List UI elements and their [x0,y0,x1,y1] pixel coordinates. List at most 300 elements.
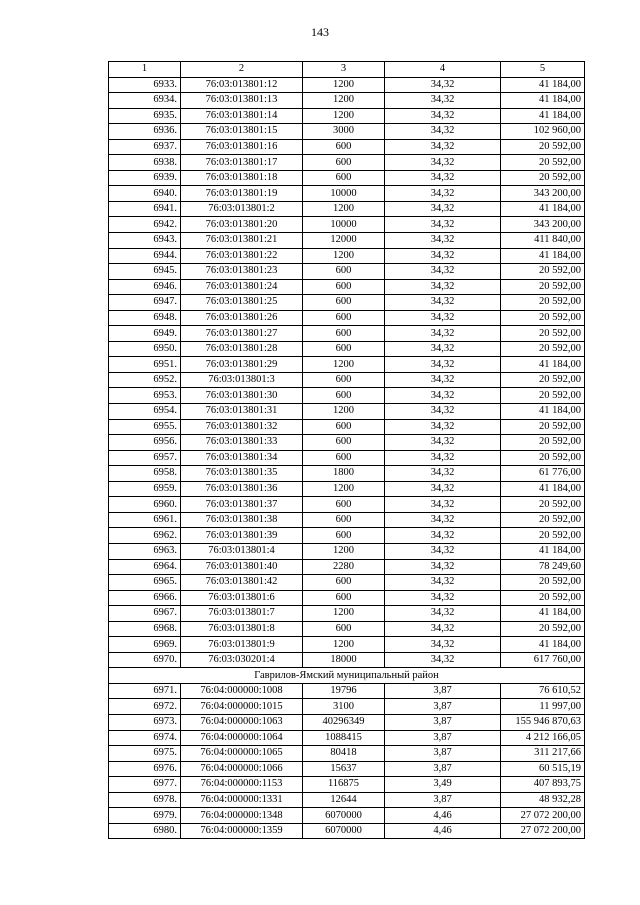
cadastral-number: 76:03:013801:35 [181,466,303,482]
area-value: 600 [303,264,385,280]
cost-value: 41 184,00 [501,637,585,653]
rate-value: 34,32 [385,170,501,186]
row-number: 6969. [109,637,181,653]
cadastral-number: 76:04:000000:1063 [181,714,303,730]
area-value: 18000 [303,652,385,668]
cost-value: 60 515,19 [501,761,585,777]
area-value: 2280 [303,559,385,575]
cost-value: 4 212 166,05 [501,730,585,746]
cost-value: 311 217,66 [501,746,585,762]
table-row [109,139,585,155]
table-row [109,637,585,653]
area-value: 1200 [303,108,385,124]
cost-value: 20 592,00 [501,279,585,295]
table-row [109,248,585,264]
row-number: 6936. [109,124,181,140]
rate-value: 34,32 [385,341,501,357]
area-value: 10000 [303,186,385,202]
cost-value: 11 997,00 [501,699,585,715]
area-value: 1088415 [303,730,385,746]
area-value: 600 [303,170,385,186]
row-number: 6949. [109,326,181,342]
row-number: 6937. [109,139,181,155]
area-value: 12000 [303,233,385,249]
page-number: 143 [311,25,329,39]
rate-value: 34,32 [385,326,501,342]
rate-value: 34,32 [385,621,501,637]
cost-value: 27 072 200,00 [501,808,585,824]
cost-value: 41 184,00 [501,93,585,109]
rate-value: 34,32 [385,233,501,249]
table-row [109,746,585,762]
area-value: 10000 [303,217,385,233]
table-row [109,699,585,715]
row-number: 6947. [109,295,181,311]
cadastral-number: 76:03:013801:20 [181,217,303,233]
row-number: 6980. [109,823,181,839]
cost-value: 41 184,00 [501,108,585,124]
row-number: 6974. [109,730,181,746]
cadastral-number: 76:03:013801:12 [181,77,303,93]
rate-value: 34,32 [385,466,501,482]
header-col-3: 3 [303,62,385,78]
header-col-5: 5 [501,62,585,78]
cost-value: 20 592,00 [501,264,585,280]
area-value: 40296349 [303,714,385,730]
header-col-4: 4 [385,62,501,78]
rate-value: 34,32 [385,357,501,373]
table-row [109,497,585,513]
cadastral-number: 76:03:013801:26 [181,310,303,326]
table-row [109,279,585,295]
area-value: 600 [303,575,385,591]
area-value: 600 [303,388,385,404]
row-number: 6935. [109,108,181,124]
cadastral-number: 76:03:013801:7 [181,606,303,622]
rate-value: 34,32 [385,512,501,528]
area-value: 80418 [303,746,385,762]
header-col-2: 2 [181,62,303,78]
cost-value: 20 592,00 [501,621,585,637]
cost-value: 343 200,00 [501,186,585,202]
rate-value: 34,32 [385,201,501,217]
row-number: 6962. [109,528,181,544]
row-number: 6967. [109,606,181,622]
cadastral-number: 76:03:013801:17 [181,155,303,171]
rate-value: 34,32 [385,217,501,233]
area-value: 600 [303,590,385,606]
row-number: 6970. [109,652,181,668]
table-row [109,559,585,575]
table-row [109,170,585,186]
row-number: 6939. [109,170,181,186]
rate-value: 34,32 [385,481,501,497]
cost-value: 20 592,00 [501,388,585,404]
cost-value: 76 610,52 [501,683,585,699]
row-number: 6952. [109,372,181,388]
cadastral-number: 76:03:013801:34 [181,450,303,466]
area-value: 600 [303,295,385,311]
rate-value: 4,46 [385,823,501,839]
table-row [109,792,585,808]
area-value: 600 [303,528,385,544]
row-number: 6961. [109,512,181,528]
rate-value: 3,87 [385,746,501,762]
table-row [109,466,585,482]
cadastral-number: 76:04:000000:1348 [181,808,303,824]
table-row [109,404,585,420]
rate-value: 34,32 [385,77,501,93]
rate-value: 3,49 [385,777,501,793]
cadastral-number: 76:03:013801:33 [181,435,303,451]
area-value: 3100 [303,699,385,715]
cadastral-number: 76:04:000000:1064 [181,730,303,746]
row-number: 6941. [109,201,181,217]
cost-value: 20 592,00 [501,435,585,451]
rate-value: 34,32 [385,419,501,435]
cadastral-number: 76:03:013801:19 [181,186,303,202]
cadastral-number: 76:03:013801:4 [181,543,303,559]
table-row [109,481,585,497]
rate-value: 34,32 [385,372,501,388]
table-row [109,606,585,622]
row-number: 6973. [109,714,181,730]
area-value: 1200 [303,606,385,622]
table-row [109,217,585,233]
area-value: 1200 [303,357,385,373]
cost-value: 617 760,00 [501,652,585,668]
table-row [109,590,585,606]
row-number: 6943. [109,233,181,249]
table-body [109,77,585,839]
area-value: 6070000 [303,808,385,824]
row-number: 6975. [109,746,181,762]
cost-value: 41 184,00 [501,77,585,93]
area-value: 12644 [303,792,385,808]
table-row [109,512,585,528]
area-value: 19796 [303,683,385,699]
cost-value: 407 893,75 [501,777,585,793]
area-value: 6070000 [303,823,385,839]
cost-value: 20 592,00 [501,497,585,513]
table-row [109,326,585,342]
cadastral-number: 76:03:013801:2 [181,201,303,217]
rate-value: 34,32 [385,575,501,591]
area-value: 1200 [303,404,385,420]
table-row [109,823,585,839]
table-row [109,108,585,124]
table-row [109,683,585,699]
row-number: 6954. [109,404,181,420]
cadastral-number: 76:03:013801:8 [181,621,303,637]
cost-value: 20 592,00 [501,139,585,155]
cadastral-number: 76:03:013801:30 [181,388,303,404]
row-number: 6942. [109,217,181,233]
area-value: 3000 [303,124,385,140]
row-number: 6958. [109,466,181,482]
table-row [109,295,585,311]
cost-value: 20 592,00 [501,450,585,466]
cost-value: 411 840,00 [501,233,585,249]
area-value: 1200 [303,93,385,109]
cadastral-number: 76:03:013801:38 [181,512,303,528]
area-value: 600 [303,450,385,466]
area-value: 600 [303,139,385,155]
area-value: 1200 [303,201,385,217]
cadastral-number: 76:03:013801:3 [181,372,303,388]
cadastral-number: 76:03:013801:27 [181,326,303,342]
row-number: 6979. [109,808,181,824]
area-value: 600 [303,497,385,513]
cadastral-number: 76:03:013801:36 [181,481,303,497]
row-number: 6933. [109,77,181,93]
cost-value: 20 592,00 [501,419,585,435]
table-row [109,777,585,793]
area-value: 600 [303,341,385,357]
rate-value: 34,32 [385,186,501,202]
cost-value: 27 072 200,00 [501,823,585,839]
table-row [109,543,585,559]
rate-value: 34,32 [385,155,501,171]
rate-value: 3,87 [385,792,501,808]
cost-value: 20 592,00 [501,295,585,311]
rate-value: 34,32 [385,606,501,622]
row-number: 6966. [109,590,181,606]
table-row [109,714,585,730]
table-row [109,435,585,451]
rate-value: 3,87 [385,699,501,715]
table-row [109,621,585,637]
cadastral-number: 76:03:013801:40 [181,559,303,575]
header-col-1: 1 [109,62,181,78]
cost-value: 20 592,00 [501,170,585,186]
cost-value: 41 184,00 [501,481,585,497]
row-number: 6972. [109,699,181,715]
table-row [109,528,585,544]
table-row [109,357,585,373]
row-number: 6938. [109,155,181,171]
rate-value: 34,32 [385,248,501,264]
cost-value: 155 946 870,63 [501,714,585,730]
table-row [109,372,585,388]
cadastral-number: 76:03:013801:39 [181,528,303,544]
cadastral-number: 76:03:013801:24 [181,279,303,295]
cadastral-number: 76:03:013801:37 [181,497,303,513]
rate-value: 34,32 [385,652,501,668]
area-value: 600 [303,155,385,171]
cadastral-number: 76:04:000000:1065 [181,746,303,762]
cadastral-number: 76:03:013801:18 [181,170,303,186]
area-value: 600 [303,621,385,637]
cadastral-number: 76:03:013801:31 [181,404,303,420]
cost-value: 78 249,60 [501,559,585,575]
cadastral-number: 76:04:000000:1331 [181,792,303,808]
cost-value: 61 776,00 [501,466,585,482]
row-number: 6976. [109,761,181,777]
area-value: 600 [303,279,385,295]
table-row [109,233,585,249]
table-row [109,575,585,591]
table-row [109,652,585,668]
rate-value: 34,32 [385,108,501,124]
area-value: 1200 [303,637,385,653]
rate-value: 4,46 [385,808,501,824]
cadastral-number: 76:04:000000:1066 [181,761,303,777]
cost-value: 20 592,00 [501,326,585,342]
row-number: 6960. [109,497,181,513]
table-row [109,341,585,357]
cost-value: 41 184,00 [501,404,585,420]
area-value: 116875 [303,777,385,793]
cost-value: 20 592,00 [501,590,585,606]
cadastral-number: 76:03:013801:15 [181,124,303,140]
row-number: 6957. [109,450,181,466]
cost-value: 41 184,00 [501,606,585,622]
row-number: 6950. [109,341,181,357]
row-number: 6965. [109,575,181,591]
row-number: 6977. [109,777,181,793]
cost-value: 20 592,00 [501,155,585,171]
cost-value: 102 960,00 [501,124,585,140]
cadastral-number: 76:04:000000:1008 [181,683,303,699]
rate-value: 34,32 [385,497,501,513]
row-number: 6959. [109,481,181,497]
table-row [109,186,585,202]
table-row [109,93,585,109]
rate-value: 34,32 [385,388,501,404]
cost-value: 41 184,00 [501,543,585,559]
table-row [109,77,585,93]
row-number: 6934. [109,93,181,109]
table-header [109,62,585,78]
cadastral-number: 76:03:030201:4 [181,652,303,668]
cadastral-number: 76:03:013801:14 [181,108,303,124]
row-number: 6978. [109,792,181,808]
cost-value: 20 592,00 [501,512,585,528]
cadastral-number: 76:03:013801:28 [181,341,303,357]
cadastral-number: 76:03:013801:32 [181,419,303,435]
row-number: 6968. [109,621,181,637]
rate-value: 34,32 [385,264,501,280]
cadastral-number: 76:03:013801:42 [181,575,303,591]
cost-value: 20 592,00 [501,372,585,388]
table-row [109,419,585,435]
area-value: 600 [303,435,385,451]
table-row [109,808,585,824]
rate-value: 34,32 [385,93,501,109]
rate-value: 34,32 [385,310,501,326]
cadastral-number: 76:03:013801:6 [181,590,303,606]
land-registry-table [108,61,585,839]
row-number: 6955. [109,419,181,435]
row-number: 6971. [109,683,181,699]
rate-value: 34,32 [385,543,501,559]
rate-value: 34,32 [385,450,501,466]
cost-value: 41 184,00 [501,248,585,264]
area-value: 1200 [303,248,385,264]
rate-value: 3,87 [385,683,501,699]
section-row [109,668,585,684]
rate-value: 34,32 [385,404,501,420]
area-value: 600 [303,326,385,342]
cost-value: 20 592,00 [501,575,585,591]
row-number: 6956. [109,435,181,451]
cost-value: 41 184,00 [501,201,585,217]
table-row [109,388,585,404]
cadastral-number: 76:04:000000:1153 [181,777,303,793]
table-row [109,124,585,140]
cost-value: 48 932,28 [501,792,585,808]
row-number: 6944. [109,248,181,264]
area-value: 1800 [303,466,385,482]
table-row [109,310,585,326]
cadastral-number: 76:03:013801:23 [181,264,303,280]
row-number: 6951. [109,357,181,373]
row-number: 6953. [109,388,181,404]
cost-value: 20 592,00 [501,341,585,357]
rate-value: 34,32 [385,637,501,653]
rate-value: 3,87 [385,761,501,777]
cadastral-number: 76:03:013801:25 [181,295,303,311]
table-row [109,155,585,171]
area-value: 600 [303,310,385,326]
table-row [109,201,585,217]
row-number: 6946. [109,279,181,295]
area-value: 600 [303,512,385,528]
area-value: 600 [303,372,385,388]
area-value: 15637 [303,761,385,777]
area-value: 1200 [303,77,385,93]
rate-value: 3,87 [385,714,501,730]
header-row [109,62,585,78]
row-number: 6964. [109,559,181,575]
rate-value: 3,87 [385,730,501,746]
section-title: Гаврилов-Ямский муниципальный район [109,668,585,684]
cost-value: 41 184,00 [501,357,585,373]
area-value: 600 [303,419,385,435]
area-value: 1200 [303,481,385,497]
cadastral-number: 76:04:000000:1359 [181,823,303,839]
cadastral-number: 76:03:013801:22 [181,248,303,264]
cadastral-number: 76:03:013801:21 [181,233,303,249]
rate-value: 34,32 [385,590,501,606]
cadastral-number: 76:03:013801:29 [181,357,303,373]
row-number: 6940. [109,186,181,202]
table-row [109,761,585,777]
cadastral-number: 76:03:013801:13 [181,93,303,109]
rate-value: 34,32 [385,139,501,155]
cost-value: 20 592,00 [501,528,585,544]
row-number: 6963. [109,543,181,559]
rate-value: 34,32 [385,528,501,544]
row-number: 6948. [109,310,181,326]
rate-value: 34,32 [385,559,501,575]
rate-value: 34,32 [385,279,501,295]
cost-value: 20 592,00 [501,310,585,326]
area-value: 1200 [303,543,385,559]
rate-value: 34,32 [385,295,501,311]
rate-value: 34,32 [385,124,501,140]
row-number: 6945. [109,264,181,280]
table-row [109,264,585,280]
cadastral-number: 76:04:000000:1015 [181,699,303,715]
cost-value: 343 200,00 [501,217,585,233]
cadastral-number: 76:03:013801:9 [181,637,303,653]
rate-value: 34,32 [385,435,501,451]
cadastral-number: 76:03:013801:16 [181,139,303,155]
table-row [109,730,585,746]
table-row [109,450,585,466]
